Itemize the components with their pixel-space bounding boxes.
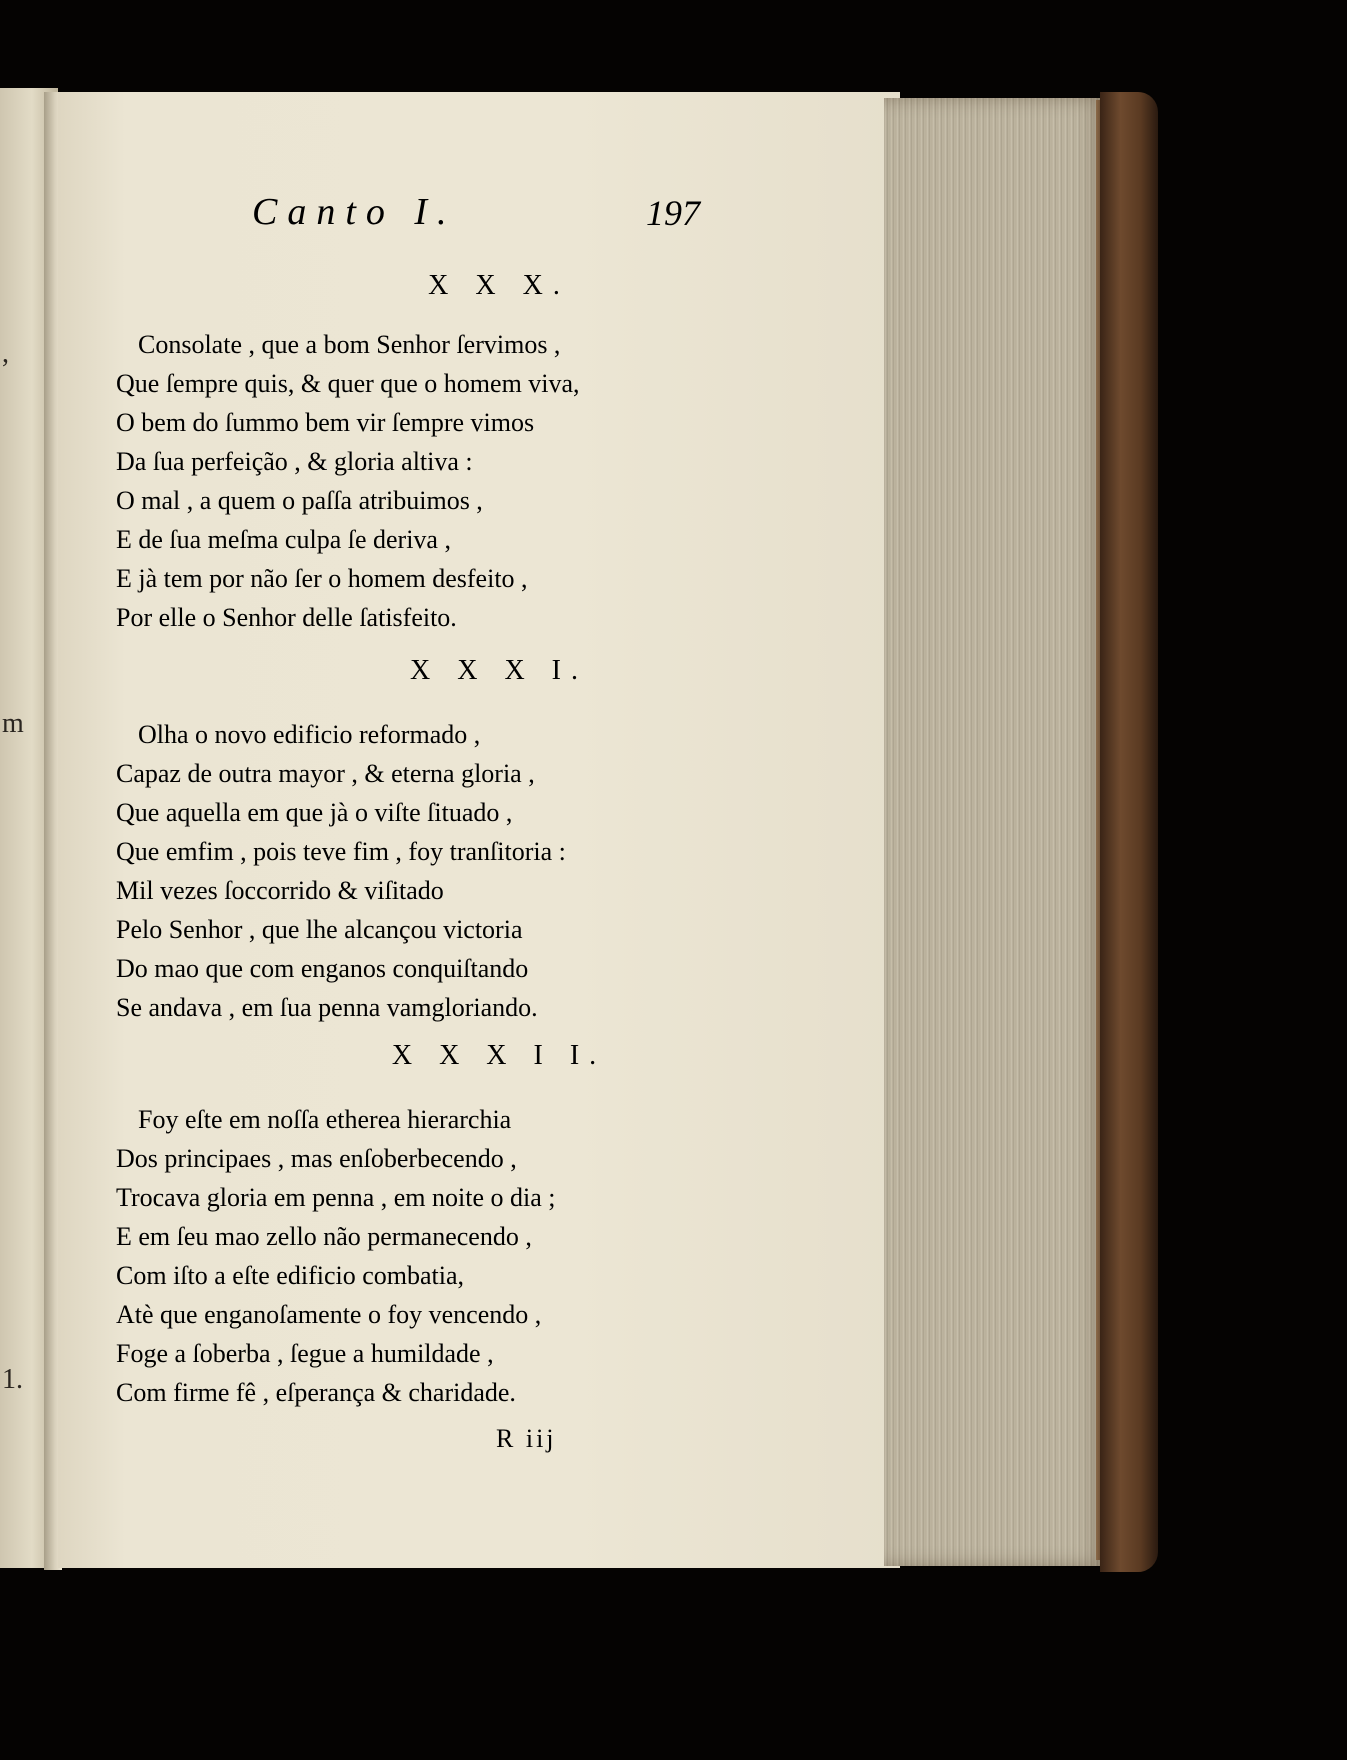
verse-line: Foy eſte em noſſa etherea hierarchia	[138, 1105, 512, 1134]
left-page-fragment: 1.	[2, 1364, 23, 1395]
verse-line: Que ſempre quis, & quer que o homem viva,	[116, 369, 580, 398]
page-edges	[884, 98, 1106, 1566]
verse-line: Foge a ſoberba , ſegue a humildade ,	[116, 1339, 494, 1368]
verse-line: Trocava gloria em penna , em noite o dia ;	[116, 1183, 556, 1212]
verse-line: Se andava , em ſua penna vamgloriando.	[116, 993, 538, 1022]
book-cover	[1100, 92, 1158, 1572]
verse-line: Com iſto a eſte edificio combatia,	[116, 1261, 465, 1290]
stanza-verse	[116, 325, 696, 637]
verse-line: Da ſua perfeição , & gloria altiva :	[116, 447, 473, 476]
signature-mark: R iij	[496, 1424, 557, 1453]
stanza-verse	[116, 1100, 696, 1412]
running-head-title: Canto I.	[252, 191, 457, 233]
verse-line: E em ſeu mao zello não permanecendo ,	[116, 1222, 532, 1251]
verse-line: Pelo Senhor , que lhe alcançou victoria	[116, 915, 523, 944]
stanza-number: X X X I.	[410, 655, 588, 686]
verse-line: Capaz de outra mayor , & eterna gloria ,	[116, 759, 535, 788]
verse-line: Atè que enganoſamente o foy vencendo ,	[116, 1300, 542, 1329]
verse-line: Que aquella em que jà o viſte ſituado ,	[116, 798, 513, 827]
verse-line: O mal , a quem o paſſa atribuimos ,	[116, 486, 483, 515]
verse-line: Do mao que com enganos conquiſtando	[116, 954, 529, 983]
verse-line: Por elle o Senhor delle ſatisfeito.	[116, 603, 457, 632]
verse-line: E jà tem por não ſer o homem desfeito ,	[116, 564, 528, 593]
verse-line: Consolate , que a bom Senhor ſervimos ,	[138, 330, 561, 359]
page-number: 197	[646, 193, 700, 233]
running-head	[230, 190, 700, 250]
verse-line: Dos principaes , mas enſoberbecendo ,	[116, 1144, 517, 1173]
verse-line: Mil vezes ſoccorrido & viſitado	[116, 876, 444, 905]
left-page-fragment: m	[2, 708, 24, 739]
stanza-verse	[116, 715, 696, 1027]
verse-line: Que emfim , pois teve fim , foy tranſitoria :	[116, 837, 566, 866]
verse-line: E de ſua meſma culpa ſe deriva ,	[116, 525, 451, 554]
stanza-number: X X X.	[428, 270, 570, 301]
stanza-number: X X X I I.	[391, 1040, 607, 1071]
verse-line: Olha o novo edificio reformado ,	[138, 720, 481, 749]
verse-line: Com firme fê , eſperança & charidade.	[116, 1378, 516, 1407]
verse-line: O bem do ſummo bem vir ſempre vimos	[116, 408, 535, 437]
left-page-fragment: ,	[2, 338, 9, 369]
